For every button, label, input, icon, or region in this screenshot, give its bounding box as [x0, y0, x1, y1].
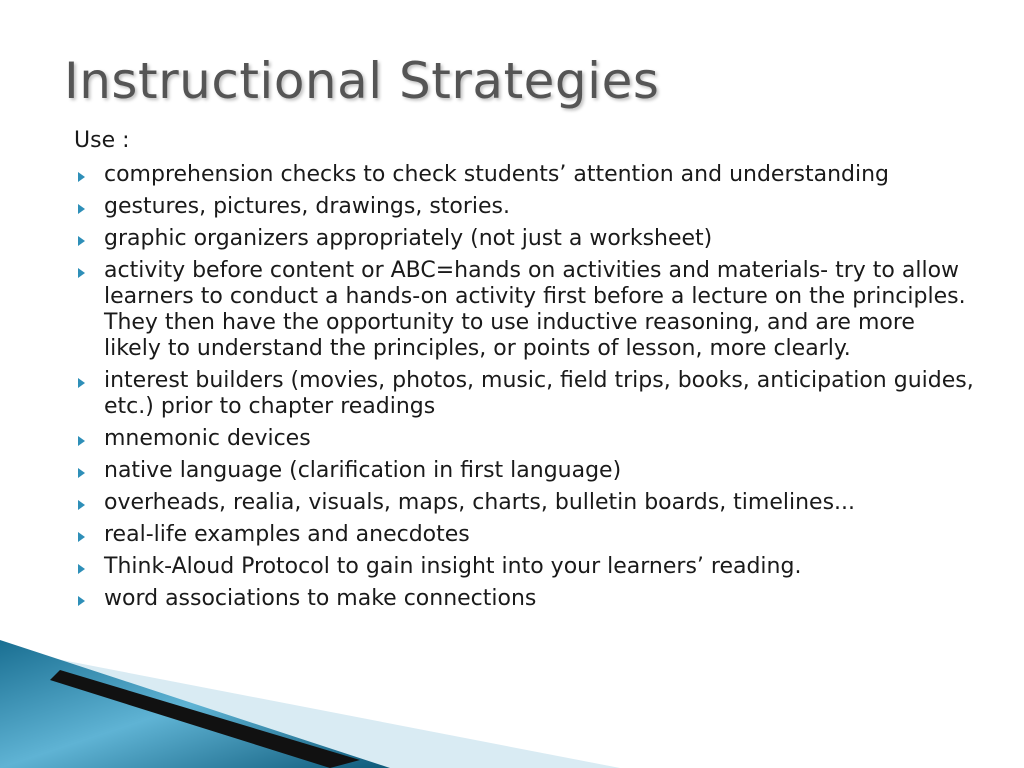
- triangle-right-icon: [78, 236, 85, 246]
- bullet-text: graphic organizers appropriately (not just a worksheet): [104, 226, 713, 251]
- bullet-item: [74, 194, 974, 220]
- bullet-item: [74, 458, 974, 484]
- bullet-item: [74, 490, 974, 516]
- bullet-text: activity before content or ABC=hands on activities and materials- try to allow learners to conduct a hands-on activity first before a lecture on the principles. They then have the opportunity to use inductive reasoning, and are more likely to understand the principles, or points of lesson, more clearly.: [104, 258, 966, 361]
- bullet-text: word associations to make connections: [104, 586, 537, 611]
- bullet-item: [74, 226, 974, 252]
- bullet-text: interest builders (movies, photos, music, field trips, books, anticipation guides, etc.) prior to chapter readings: [104, 368, 974, 419]
- corner-decoration: [0, 640, 620, 768]
- bullet-item: [74, 586, 974, 612]
- triangle-right-icon: [78, 532, 85, 542]
- bullet-item: [74, 258, 974, 362]
- bullet-item: [74, 522, 974, 548]
- bullet-text: mnemonic devices: [104, 426, 311, 451]
- bullet-text: comprehension checks to check students’ attention and understanding: [104, 162, 889, 187]
- bullet-text: gestures, pictures, drawings, stories.: [104, 194, 511, 219]
- triangle-right-icon: [78, 500, 85, 510]
- slide-title: Instructional Strategies: [64, 52, 660, 110]
- triangle-right-icon: [78, 564, 85, 574]
- bullet-text: overheads, realia, visuals, maps, charts, bulletin boards, timelines...: [104, 490, 856, 515]
- bullet-list: [74, 162, 974, 612]
- intro-text: Use :: [74, 128, 130, 153]
- triangle-right-icon: [78, 436, 85, 446]
- bullet-text: real-life examples and anecdotes: [104, 522, 470, 547]
- slide-body: [74, 128, 974, 618]
- triangle-right-icon: [78, 172, 85, 182]
- triangle-right-icon: [78, 268, 85, 278]
- bullet-item: [74, 368, 974, 420]
- triangle-right-icon: [78, 204, 85, 214]
- triangle-right-icon: [78, 596, 85, 606]
- bullet-item: [74, 426, 974, 452]
- triangle-right-icon: [78, 468, 85, 478]
- bullet-item: [74, 554, 974, 580]
- triangle-right-icon: [78, 378, 85, 388]
- bullet-item: [74, 162, 974, 188]
- bullet-text: native language (clarification in first language): [104, 458, 622, 483]
- bullet-text: Think-Aloud Protocol to gain insight into your learners’ reading.: [104, 554, 802, 579]
